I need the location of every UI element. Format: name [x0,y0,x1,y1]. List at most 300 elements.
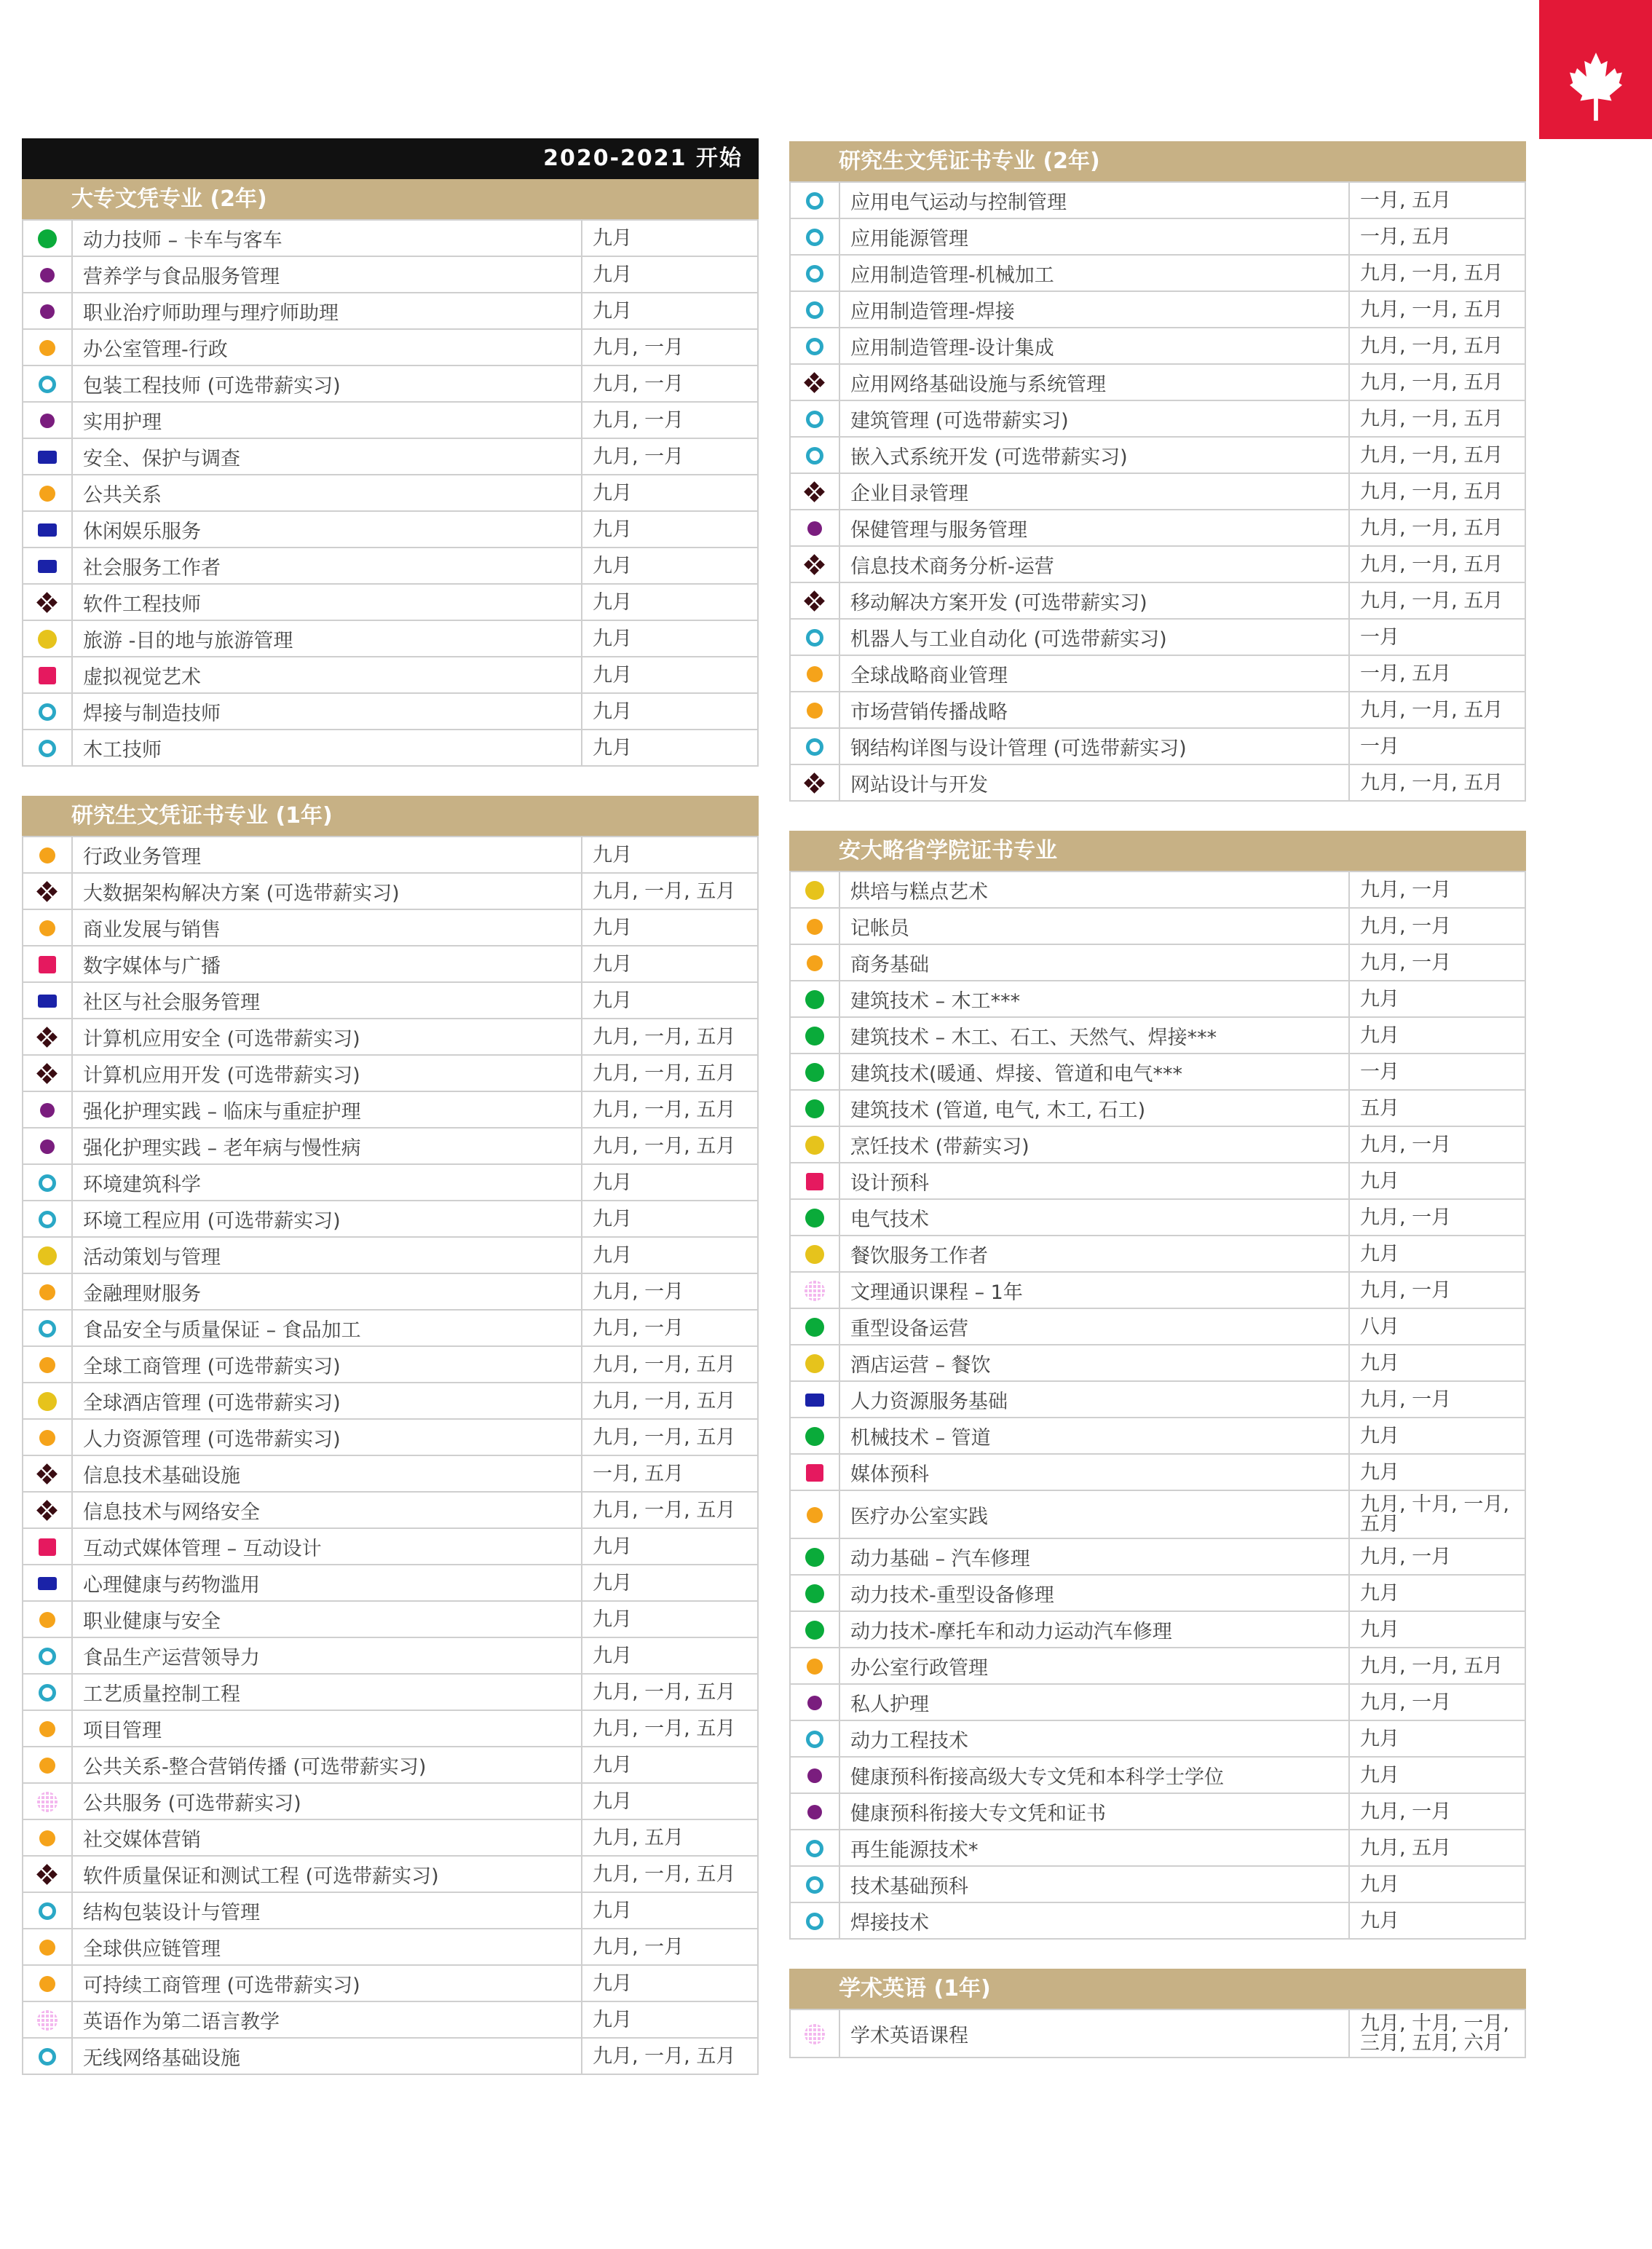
table-row [790,1017,1525,1054]
table-row [23,620,758,657]
row-icon-cell [23,1346,72,1383]
intake-months: 九月, 一月 [1349,1199,1525,1236]
program-name: 烘培与糕点艺术 [839,871,1349,908]
row-icon-cell [23,1273,72,1310]
row-icon-cell [23,1310,72,1346]
program-table [789,181,1526,802]
table-row [790,510,1525,546]
green-circle-icon [805,1584,824,1603]
blue-rect-icon [38,1577,57,1590]
row-icon-cell [23,1601,72,1637]
orange-dot-icon [39,1758,55,1774]
maple-leaf-icon [1570,52,1622,121]
intake-months: 九月, 一月 [1349,871,1525,908]
intake-months: 一月, 五月 [1349,218,1525,255]
yellow-circle-icon [38,630,57,649]
cyan-ring-icon [39,1684,56,1701]
intake-months: 五月 [1349,1090,1525,1126]
cyan-ring-icon [39,1174,56,1192]
table-row [790,400,1525,437]
program-name: 酒店运营 – 餐饮 [839,1345,1349,1381]
intake-months: 九月, 一月, 五月 [1349,328,1525,364]
table-row [790,764,1525,801]
pink-square-icon [39,667,56,684]
program-name: 人力资源服务基础 [839,1381,1349,1418]
intake-months: 九月, 一月, 五月 [582,1091,758,1128]
program-name: 工艺质量控制工程 [72,1674,582,1710]
program-name: 学术英语课程 [839,2009,1349,2058]
table-row [23,1091,758,1128]
intake-months: 一月, 五月 [582,1455,758,1492]
table-row [790,908,1525,944]
row-icon-cell [790,182,839,218]
table-row [790,255,1525,291]
section-title: 研究生文凭证书专业 (2年) [789,141,1526,181]
row-icon-cell [790,2009,839,2058]
intake-months: 九月 [1349,1418,1525,1454]
year-bar: 2020-2021 开始 [22,138,759,179]
blue-rect-icon [38,451,57,464]
program-name: 全球战略商业管理 [839,655,1349,692]
table-row [790,619,1525,655]
program-name: 医疗办公室实践 [839,1490,1349,1538]
intake-months: 九月, 一月 [1349,908,1525,944]
table-row [23,402,758,438]
program-name: 结构包装设计与管理 [72,1892,582,1929]
table-row [23,1019,758,1055]
row-icon-cell [23,329,72,365]
intake-months: 九月, 一月 [582,329,758,365]
program-name: 动力技师 – 卡车与客车 [72,220,582,256]
intake-months: 九月 [1349,1720,1525,1757]
table-row [23,220,758,256]
row-icon-cell [790,1793,839,1830]
row-icon-cell [790,1684,839,1720]
intake-months: 九月, 一月 [1349,1684,1525,1720]
row-icon-cell [23,1419,72,1455]
intake-months: 九月 [582,1237,758,1273]
program-name: 休闲娱乐服务 [72,511,582,548]
row-icon-cell [790,473,839,510]
green-circle-icon [805,1063,824,1082]
cyan-ring-icon [39,1648,56,1665]
green-circle-icon [805,1099,824,1118]
table-row [23,1601,758,1637]
green-circle-icon [805,1318,824,1337]
intake-months: 一月, 五月 [1349,655,1525,692]
row-icon-cell [23,475,72,511]
table-row [790,1902,1525,1939]
row-icon-cell [23,1055,72,1091]
intake-months: 九月 [582,475,758,511]
intake-months: 九月 [582,1637,758,1674]
program-name: 建筑技术 – 木工*** [839,981,1349,1017]
table-row [23,1164,758,1201]
program-name: 建筑管理 (可选带薪实习) [839,400,1349,437]
table-row [23,982,758,1019]
cyan-ring-icon [806,738,823,756]
row-icon-cell [23,1237,72,1273]
purple-dot-icon [807,1696,822,1710]
table-row [23,1346,758,1383]
purple-dot-icon [807,1805,822,1819]
row-icon-cell [23,584,72,620]
table-row [790,1866,1525,1902]
table-row [790,1684,1525,1720]
table-row [23,1419,758,1455]
blue-rect-icon [38,523,57,537]
row-icon-cell [790,655,839,692]
table-row [790,218,1525,255]
table-row [790,1381,1525,1418]
intake-months: 九月, 一月 [582,438,758,475]
intake-months: 九月 [582,693,758,730]
row-icon-cell [23,1565,72,1601]
cyan-ring-icon [39,1902,56,1920]
section-title: 研究生文凭证书专业 (1年) [22,796,759,836]
right-column [789,141,1526,2087]
table-row [23,1565,758,1601]
row-icon-cell [790,291,839,328]
table-row [23,946,758,982]
intake-months: 九月 [582,1201,758,1237]
row-icon-cell [790,1830,839,1866]
row-icon-cell [790,1308,839,1345]
cyan-ring-icon [806,301,823,319]
intake-months: 九月 [582,620,758,657]
program-name: 动力基础 – 汽车修理 [839,1538,1349,1575]
green-circle-icon [805,990,824,1009]
row-icon-cell [23,909,72,946]
row-icon-cell [23,1929,72,1965]
green-circle-icon [805,1621,824,1640]
intake-months: 九月, 一月, 五月 [582,1419,758,1455]
table-row [790,1830,1525,1866]
purple-dot-icon [40,1103,55,1118]
intake-months: 九月, 一月 [582,1273,758,1310]
intake-months: 一月 [1349,619,1525,655]
program-name: 市场营销传播战略 [839,692,1349,728]
yellow-circle-icon [805,1245,824,1264]
program-name: 旅游 -目的地与旅游管理 [72,620,582,657]
table-row [23,909,758,946]
intake-months: 九月, 一月, 五月 [582,1346,758,1383]
row-icon-cell [23,1201,72,1237]
row-icon-cell [790,582,839,619]
program-name: 全球供应链管理 [72,1929,582,1965]
program-name: 互动式媒体管理 – 互动设计 [72,1528,582,1565]
intake-months: 九月, 一月, 五月 [1349,582,1525,619]
green-circle-icon [38,229,57,248]
program-name: 人力资源管理 (可选带薪实习) [72,1419,582,1455]
table-row [790,291,1525,328]
orange-dot-icon [807,955,823,971]
row-icon-cell [790,328,839,364]
program-name: 无线网络基础设施 [72,2038,582,2074]
table-row [23,1128,758,1164]
row-icon-cell [790,1902,839,1939]
purple-dot-icon [807,1768,822,1783]
intake-months: 九月 [582,1601,758,1637]
program-name: 社区与社会服务管理 [72,982,582,1019]
program-name: 社会服务工作者 [72,548,582,584]
program-name: 心理健康与药物滥用 [72,1565,582,1601]
section-title: 安大略省学院证书专业 [789,831,1526,871]
lightpink-globe-icon [37,2010,58,2031]
program-name: 营养学与食品服务管理 [72,256,582,293]
intake-months: 九月, 一月 [1349,1793,1525,1830]
intake-months: 九月, 一月 [582,1929,758,1965]
program-name: 实用护理 [72,402,582,438]
row-icon-cell [790,1126,839,1163]
table-row [23,1310,758,1346]
row-icon-cell [23,1747,72,1783]
program-name: 社交媒体营销 [72,1819,582,1856]
pink-square-icon [806,1464,823,1482]
program-name: 技术基础预科 [839,1866,1349,1902]
table-row [23,1383,758,1419]
row-icon-cell [23,256,72,293]
row-icon-cell [790,1757,839,1793]
program-name: 应用制造管理-焊接 [839,291,1349,328]
intake-months: 九月 [582,837,758,873]
purple-dot-icon [40,268,55,282]
intake-months: 九月, 一月 [582,402,758,438]
table-row [790,944,1525,981]
program-name: 行政业务管理 [72,837,582,873]
diamond-cluster-icon [37,1027,58,1048]
table-row [23,1710,758,1747]
intake-months: 九月 [582,657,758,693]
program-name: 商业发展与销售 [72,909,582,946]
program-name: 信息技术基础设施 [72,1455,582,1492]
intake-months: 九月 [582,946,758,982]
intake-months: 九月, 一月 [582,1310,758,1346]
intake-months: 九月, 一月, 五月 [582,1710,758,1747]
cyan-ring-icon [39,1320,56,1337]
intake-months: 九月, 一月, 五月 [582,1674,758,1710]
row-icon-cell [23,837,72,873]
table-row [23,1637,758,1674]
program-name: 建筑技术 (管道, 电气, 木工, 石工) [839,1090,1349,1126]
intake-months: 九月, 十月, 一月, 三月, 五月, 六月 [1349,2009,1525,2058]
program-name: 办公室行政管理 [839,1648,1349,1684]
table-row [23,584,758,620]
table-row [23,1965,758,2001]
table-row [790,437,1525,473]
row-icon-cell [23,1019,72,1055]
program-name: 软件工程技师 [72,584,582,620]
intake-months: 九月, 一月, 五月 [1349,692,1525,728]
orange-dot-icon [39,486,55,502]
row-icon-cell [23,1965,72,2001]
row-icon-cell [23,365,72,402]
cyan-ring-icon [39,703,56,721]
program-name: 设计预科 [839,1163,1349,1199]
intake-months: 九月, 一月, 五月 [582,1383,758,1419]
table-row [790,2009,1525,2058]
orange-dot-icon [807,1507,823,1523]
intake-months: 九月, 一月, 五月 [1349,364,1525,400]
row-icon-cell [790,218,839,255]
intake-months: 九月 [582,730,758,766]
program-name: 机器人与工业自动化 (可选带薪实习) [839,619,1349,655]
program-name: 金融理财服务 [72,1273,582,1310]
table-row [23,1819,758,1856]
row-icon-cell [790,1611,839,1648]
program-name: 木工技师 [72,730,582,766]
program-name: 动力工程技术 [839,1720,1349,1757]
table-row [790,1575,1525,1611]
diamond-cluster-icon [805,773,825,794]
row-icon-cell [23,1674,72,1710]
yellow-circle-icon [805,1136,824,1155]
cyan-ring-icon [806,338,823,355]
blue-rect-icon [805,1394,824,1407]
intake-months: 九月, 一月 [1349,1381,1525,1418]
intake-months: 九月 [582,1783,758,1819]
row-icon-cell [23,730,72,766]
table-row [23,548,758,584]
program-table [22,219,759,767]
row-icon-cell [790,944,839,981]
table-row [790,1199,1525,1236]
yellow-circle-icon [38,1246,57,1265]
row-icon-cell [23,873,72,909]
program-name: 全球工商管理 (可选带薪实习) [72,1346,582,1383]
table-row [790,182,1525,218]
table-row [23,329,758,365]
row-icon-cell [23,1164,72,1201]
program-name: 文理通识课程 – 1年 [839,1272,1349,1308]
intake-months: 九月 [1349,1236,1525,1272]
row-icon-cell [23,1710,72,1747]
intake-months: 八月 [1349,1308,1525,1345]
intake-months: 九月, 一月, 五月 [1349,510,1525,546]
row-icon-cell [23,657,72,693]
blue-rect-icon [38,995,57,1008]
table-row [790,728,1525,764]
program-name: 焊接与制造技师 [72,693,582,730]
program-name: 软件质量保证和测试工程 (可选带薪实习) [72,1856,582,1892]
row-icon-cell [23,982,72,1019]
program-name: 企业目录管理 [839,473,1349,510]
program-name: 项目管理 [72,1710,582,1747]
row-icon-cell [23,946,72,982]
intake-months: 九月 [582,982,758,1019]
orange-dot-icon [807,703,823,719]
intake-months: 九月, 一月 [1349,1272,1525,1308]
table-row [790,1272,1525,1308]
row-icon-cell [23,438,72,475]
table-row [790,655,1525,692]
orange-dot-icon [39,1430,55,1446]
row-icon-cell [790,1163,839,1199]
intake-months: 九月, 五月 [1349,1830,1525,1866]
intake-months: 九月 [582,220,758,256]
row-icon-cell [23,1856,72,1892]
diamond-cluster-icon [37,593,58,613]
intake-months: 九月, 一月, 五月 [1349,1648,1525,1684]
program-name: 虚拟视觉艺术 [72,657,582,693]
row-icon-cell [23,548,72,584]
program-table [789,871,1526,1940]
row-icon-cell [23,1637,72,1674]
intake-months: 九月 [582,548,758,584]
intake-months: 一月, 五月 [1349,182,1525,218]
section-ontario-certificate [789,831,1526,1940]
table-row [790,1720,1525,1757]
program-name: 环境工程应用 (可选带薪实习) [72,1201,582,1237]
program-name: 再生能源技术* [839,1830,1349,1866]
program-name: 环境建筑科学 [72,1164,582,1201]
program-name: 公共服务 (可选带薪实习) [72,1783,582,1819]
orange-dot-icon [39,1940,55,1956]
program-name: 商务基础 [839,944,1349,981]
table-row [790,1757,1525,1793]
table-row [790,364,1525,400]
program-name: 应用能源管理 [839,218,1349,255]
row-icon-cell [23,1383,72,1419]
diamond-cluster-icon [37,1464,58,1485]
orange-dot-icon [39,847,55,863]
row-icon-cell [790,1866,839,1902]
program-name: 应用制造管理-设计集成 [839,328,1349,364]
row-icon-cell [790,437,839,473]
program-name: 餐饮服务工作者 [839,1236,1349,1272]
program-name: 公共关系 [72,475,582,511]
intake-months: 九月, 一月 [1349,944,1525,981]
program-table [789,2009,1526,2058]
program-name: 英语作为第二语言教学 [72,2001,582,2038]
program-name: 食品安全与质量保证 – 食品加工 [72,1310,582,1346]
row-icon-cell [23,1892,72,1929]
intake-months: 九月 [582,909,758,946]
table-row [23,1237,758,1273]
intake-months: 九月 [582,584,758,620]
yellow-circle-icon [805,1354,824,1373]
intake-months: 九月, 一月, 五月 [1349,764,1525,801]
intake-months: 九月 [1349,1454,1525,1490]
cyan-ring-icon [39,2048,56,2066]
section-graduate-2yr [789,141,1526,802]
cyan-ring-icon [806,1731,823,1748]
table-row [790,1418,1525,1454]
orange-dot-icon [39,1284,55,1300]
diamond-cluster-icon [37,1865,58,1885]
table-row [23,1273,758,1310]
program-name: 强化护理实践 – 临床与重症护理 [72,1091,582,1128]
section-diploma-2yr [22,179,759,767]
table-row [23,438,758,475]
cyan-ring-icon [806,411,823,428]
cyan-ring-icon [39,740,56,757]
program-name: 计算机应用安全 (可选带薪实习) [72,1019,582,1055]
program-name: 信息技术商务分析-运营 [839,546,1349,582]
intake-months: 九月, 一月 [582,365,758,402]
table-row [23,511,758,548]
intake-months: 九月, 一月, 五月 [582,1128,758,1164]
section-title: 学术英语 (1年) [789,1969,1526,2009]
table-row [23,1201,758,1237]
intake-months: 九月 [582,511,758,548]
table-row [790,1454,1525,1490]
row-icon-cell [790,1720,839,1757]
cyan-ring-icon [806,447,823,465]
table-row [23,1929,758,1965]
program-name: 办公室管理-行政 [72,329,582,365]
table-row [23,2038,758,2074]
